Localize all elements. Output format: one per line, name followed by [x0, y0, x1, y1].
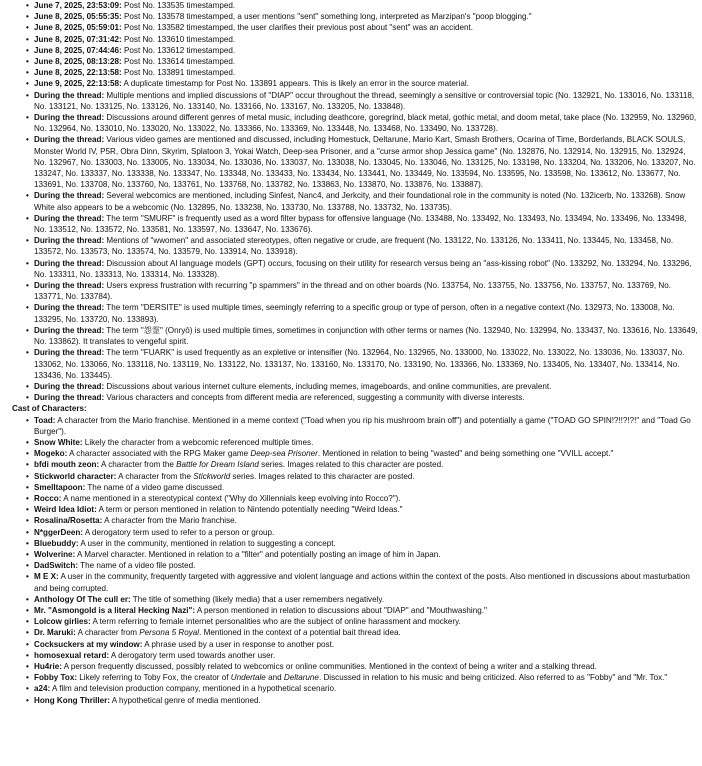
- entry-label: June 8, 2025, 05:55:35:: [34, 12, 122, 22]
- entry-text: Post No. 133612 timestamped.: [121, 45, 236, 55]
- entry-text: A character from the: [116, 471, 194, 481]
- cast-item: [4, 459, 698, 470]
- entry-text: A character from: [75, 628, 140, 638]
- entry-text: Several webcomics are mentioned, including Sinfest, Nanc4, and Jerkcity, and their foundational role in the community is noted (No. 132icerb, No. 133268). Snow White also appears to be a webcomic (No. 132895, No. 133238, No. 133730, No. 133788, No. 133732, No. 133735).: [34, 191, 686, 212]
- entry-text: Post No. 133614 timestamped.: [121, 57, 236, 67]
- entry-label: June 8, 2025, 07:31:42:: [34, 34, 122, 44]
- entry-label: a24:: [34, 684, 51, 694]
- timeline-item: [4, 45, 698, 56]
- entry-text: Post No. 133891 timestamped.: [121, 68, 236, 78]
- entry-text: The term "SMURF" is frequently used as a word filter bypass for offensive language (No. 133488, No. 133492, No. 133493, No. 133494, No. 133496, No. 133498, No. 133512, No. 133572, No. 133581, No. 133597, No. 133647, No. 133676).: [34, 213, 687, 235]
- entry-label: Mr. "Asmongold is a literal Hecking Nazi":: [34, 605, 196, 615]
- entry-label: Dr. Maruki:: [34, 628, 76, 638]
- timeline-list: [4, 0, 698, 403]
- entry-text: and: [265, 673, 284, 683]
- cast-item: [4, 448, 698, 459]
- entry-label: Stickworld character:: [34, 471, 117, 481]
- entry-label: During the thread:: [34, 135, 105, 145]
- timeline-item: [4, 22, 698, 33]
- entry-text: A Marvel character. Mentioned in relation to a "filter" and potentially posting an image of him in Japan.: [75, 549, 441, 559]
- timeline-item: [4, 112, 698, 134]
- cast-item: [4, 571, 698, 593]
- entry-title: Battle for Dream Island: [176, 460, 259, 470]
- entry-label: During the thread:: [34, 191, 105, 201]
- entry-text: Post No. 133535 timestamped.: [121, 1, 236, 10]
- entry-label: June 7, 2025, 23:53:09:: [34, 1, 122, 10]
- entry-text: series. Images related to this character are posted.: [258, 460, 444, 470]
- timeline-item: [4, 235, 698, 257]
- entry-text: A user in the community, frequently targeted with aggressive and violent language and actions within the context of the posts. Also mentioned in discussions about masturbation and being corrupted.: [34, 572, 690, 593]
- entry-label: June 8, 2025, 08:13:28:: [34, 57, 122, 67]
- entry-label: Weird Idea Idiot:: [34, 505, 97, 515]
- entry-label: During the thread:: [34, 236, 105, 246]
- entry-label: Toad:: [34, 415, 56, 425]
- cast-item: [4, 493, 698, 504]
- entry-label: During the thread:: [34, 303, 105, 313]
- entry-label: DadSwitch:: [34, 561, 79, 571]
- entry-title: Undertale: [230, 673, 266, 683]
- cast-item: [4, 549, 698, 560]
- entry-text: A name mentioned in a stereotypical context ("Why do Xillennials keep evolving into Rocco?").: [61, 493, 401, 503]
- entry-label: Anthology Of The cull er:: [34, 594, 131, 604]
- timeline-item: [4, 302, 698, 324]
- timeline-item: [4, 56, 698, 67]
- entry-title: Persona 5 Royal: [139, 628, 200, 638]
- cast-item: [4, 437, 698, 448]
- entry-label: Lolcow girlies:: [34, 617, 91, 627]
- entry-text: The title of something (likely media) that a user remembers negatively.: [130, 594, 385, 604]
- entry-text: Post No. 133582 timestamped, the user clarifies their previous post about "sent" was an accident.: [121, 23, 474, 33]
- entry-text: A film and television production company, mentioned in a hypothetical scenario.: [50, 684, 337, 694]
- entry-label: Fobby Tox:: [34, 673, 78, 683]
- entry-text: The term "FUARK" is used frequently as an expletive or intensifier (No. 132964, No. 132965, No. 133000, No. 133022, No. 133022, No. 133036, No. 133037, No. 133062, No. 133066, No. 133118, No. 133119, No. 133122, No. 133137, No. 133160, No. 133170, No. 133190, No. 133366, No. 133369, No. 133405, No. 133407, No. 133414, No. 133436, No. 133445).: [34, 348, 685, 380]
- entry-text: The term "DERSITE" is used multiple times, seemingly referring to a specific group or type of person, often in a negative context (No. 132973, No. 133008, No. 133295, No. 133720, No. 133893).: [34, 303, 675, 324]
- entry-label: Hong Kong Thriller:: [34, 695, 110, 705]
- timeline-item: [4, 90, 698, 112]
- entry-label: Mogeko:: [34, 449, 68, 459]
- cast-heading: Cast of Characters:: [12, 404, 87, 414]
- timeline-item: [4, 190, 698, 212]
- entry-text: A term referring to female internet personalities who are the subject of online harassment and mockery.: [90, 617, 461, 627]
- entry-text: A person mentioned in relation to discussions about "DIAP" and "Mouthwashing.": [195, 605, 487, 615]
- entry-label: During the thread:: [34, 213, 105, 223]
- cast-item: [4, 482, 698, 493]
- cast-item: [4, 661, 698, 672]
- entry-text: A derogatory term used to refer to a person or group.: [83, 527, 275, 537]
- entry-text: A user in the community, mentioned in relation to suggesting a concept.: [78, 538, 336, 548]
- entry-text: A term or person mentioned in relation to Nintendo potentially needing "Weird Ideas.": [96, 505, 403, 515]
- entry-text: The term "怨霊" (Onryō) is used multiple times, sometimes in conjunction with other terms or names (No. 132940, No. 132994, No. 133437, No. 133616, No. 133649, No. 133862). It translates to vengeful spirit.: [34, 325, 698, 347]
- entry-text: Likely the character from a webcomic referenced multiple times.: [82, 437, 314, 447]
- timeline-item: [4, 258, 698, 280]
- entry-text: Various characters and concepts from different media are referenced, suggesting a community with diverse interests.: [104, 393, 525, 403]
- entry-label: Hu4rie:: [34, 661, 62, 671]
- entry-text: A person frequently discussed, possibly related to webcomics or online communities. Mentioned in the context of being a writer and a stalking thread.: [61, 661, 597, 671]
- cast-item: [4, 504, 698, 515]
- entry-label: During the thread:: [34, 90, 105, 100]
- entry-text: A character associated with the RPG Maker game: [67, 449, 251, 459]
- entry-label: During the thread:: [34, 393, 105, 403]
- timeline-item: [4, 392, 698, 403]
- entry-title: Stickworld: [193, 471, 231, 481]
- entry-text: . Discussed in relation to his music and being criticized. Also referred to as "Fobby" and "Mr. Tox.": [318, 673, 668, 683]
- entry-text: The name of a video file posted.: [78, 561, 196, 571]
- entry-label: Rocco:: [34, 493, 62, 503]
- timeline-item: [4, 11, 698, 22]
- timeline-item: [4, 381, 698, 392]
- entry-text: . Mentioned in relation to being "wasted" and being something one "VVILL accept.": [317, 449, 614, 459]
- entry-text: Users express frustration with recurring "p spammers" in the thread and on other boards (No. 133754, No. 133755, No. 133756, No. 133757, No. 133769, No. 133771, No. 133784).: [34, 281, 671, 302]
- cast-item: [4, 538, 698, 549]
- entry-label: During the thread:: [34, 348, 105, 358]
- timeline-item: [4, 67, 698, 78]
- timeline-item: [4, 280, 698, 302]
- entry-text: A derogatory term used towards another user.: [109, 650, 276, 660]
- entry-text: Discussions about various internet culture elements, including memes, imageboards, and online communities, are prevalent.: [104, 381, 552, 391]
- cast-item: [4, 616, 698, 627]
- timeline-item: [4, 347, 698, 381]
- entry-label: bfdi mouth zeon:: [34, 460, 100, 470]
- entry-text: A character from the Mario franchise. Mentioned in a meme context ("Toad when you rip his mushroom brain off") and potentially a game ("TOAD GO SPIN!?!!?!?!" and "Toad Go Burger").: [34, 415, 691, 436]
- entry-label: M E X:: [34, 572, 59, 582]
- cast-list: [4, 415, 698, 706]
- entry-label: homosexual retard:: [34, 650, 110, 660]
- entry-text: A character from the: [99, 460, 177, 470]
- cast-item: [4, 594, 698, 605]
- entry-text: A phrase used by a user in response to another post.: [142, 639, 335, 649]
- entry-text: Post No. 133578 timestamped, a user mentions "sent" something long, interpreted as Marzipan's "poop blogging.": [121, 12, 532, 22]
- entry-label: During the thread:: [34, 258, 105, 268]
- entry-label: During the thread:: [34, 381, 105, 391]
- entry-text: Discussions around different genres of metal music, including deathcore, goregrind, black metal, gothic metal, and doom metal, take place (No. 132959, No. 132960, No. 132964, No. 133010, No. 133020, No. 133022, No. 133366, No. 133369, No. 133448, No. 133468, No. 133490, No. 133728).: [34, 113, 697, 134]
- entry-text: The name of a video game discussed.: [85, 482, 225, 492]
- timeline-item: [4, 34, 698, 45]
- cast-item: [4, 471, 698, 482]
- entry-text: Discussion about AI language models (GPT) occurs, focusing on their utility for research versus being an "ass-kissing robot" (No. 133292, No. 133294, No. 133296, No. 133311, No. 133313, No. 133314, No. 133328).: [34, 258, 692, 279]
- entry-label: Cocksuckers at my window:: [34, 639, 143, 649]
- timeline-item: [4, 134, 698, 190]
- cast-item: [4, 650, 698, 661]
- cast-item: [4, 683, 698, 694]
- entry-label: Snow White:: [34, 437, 83, 447]
- entry-text: Likely referring to Toby Fox, the creator of: [77, 673, 231, 683]
- entry-label: During the thread:: [34, 325, 105, 335]
- entry-text: . Mentioned in the context of a potential bait thread idea.: [199, 628, 401, 638]
- entry-title: Deltarune: [283, 673, 319, 683]
- entry-text: Multiple mentions and implied discussions of "DIAP" occur throughout the thread, seemingly a sensitive or controversial topic (No. 132921, No. 133016, No. 133118, No. 133121, No. 133125, No. 133126, No. 133140, No. 133166, No. 133167, No. 133205, No. 133848).: [34, 90, 695, 111]
- entry-label: June 8, 2025, 07:44:46:: [34, 45, 122, 55]
- cast-item: [4, 627, 698, 638]
- entry-label: Smelltapoon:: [34, 482, 86, 492]
- entry-text: Various video games are mentioned and discussed, including Homestuck, Deltarune, Mario Kart, Smash Brothers, Ocarina of Time, Borderlands, BLACK SOULS, Monster World IV, P5R, Obra Dinn, Skyrim, Splatoon 3, Yokai Watch, Deep-sea Prisoner, and a "curse armor shop Jessica game" (No. 132876, No. 132914, No. 132915, No. 132924, No. 132967, No. 133003, No. 133005, No. 133034, No. 133036, No. 133037, No. 133038, No. 133045, No. 133046, No. 133125, No. 133198, No. 133204, No. 133206, No. 133207, No. 133247, No. 133337, No. 133338, No. 133347, No. 133348, No. 133433, No. 133434, No. 133441, No. 133449, No. 133594, No. 133595, No. 133598, No. 133612, No. 133677, No. 133691, No. 133708, No. 133760, No. 133761, No. 133768, No. 133782, No. 133863, No. 133870, No. 133876, No. 133887).: [34, 135, 696, 190]
- entry-label: During the thread:: [34, 281, 105, 291]
- timeline-item: [4, 213, 698, 235]
- entry-text: A hypothetical genre of media mentioned.: [109, 695, 261, 705]
- cast-item: [4, 605, 698, 616]
- cast-item: [4, 515, 698, 526]
- entry-label: June 9, 2025, 22:13:58:: [34, 79, 122, 89]
- entry-title: Deep-sea Prisoner: [250, 449, 318, 459]
- entry-text: A character from the Mario franchise.: [102, 516, 237, 526]
- timeline-item: [4, 325, 698, 347]
- cast-item: [4, 672, 698, 683]
- cast-item: [4, 695, 698, 706]
- entry-text: Post No. 133610 timestamped.: [121, 34, 236, 44]
- cast-item: [4, 639, 698, 650]
- entry-label: Bluebuddy:: [34, 538, 79, 548]
- entry-text: A duplicate timestamp for Post No. 133891 appears. This is likely an error in the source material.: [121, 79, 469, 89]
- cast-item: [4, 415, 698, 437]
- entry-label: Wolverine:: [34, 549, 76, 559]
- entry-label: Rosalina/Rosetta:: [34, 516, 103, 526]
- entry-label: During the thread:: [34, 113, 105, 123]
- timeline-item: [4, 0, 698, 11]
- entry-label: June 8, 2025, 22:13:58:: [34, 68, 122, 78]
- entry-label: N*ggerDeen:: [34, 527, 84, 537]
- cast-item: [4, 527, 698, 538]
- entry-text: series. Images related to this character are posted.: [230, 471, 415, 481]
- cast-item: [4, 560, 698, 571]
- entry-label: June 8, 2025, 05:59:01:: [34, 23, 122, 33]
- timeline-item: [4, 78, 698, 89]
- entry-text: Mentions of "wwomen" and associated stereotypes, often negative or crude, are frequent (No. 133122, No. 133126, No. 133411, No. 133445, No. 133458, No. 133572, No. 133573, No. 133574, No. 133579, No. 133914, No. 133918).: [34, 236, 674, 257]
